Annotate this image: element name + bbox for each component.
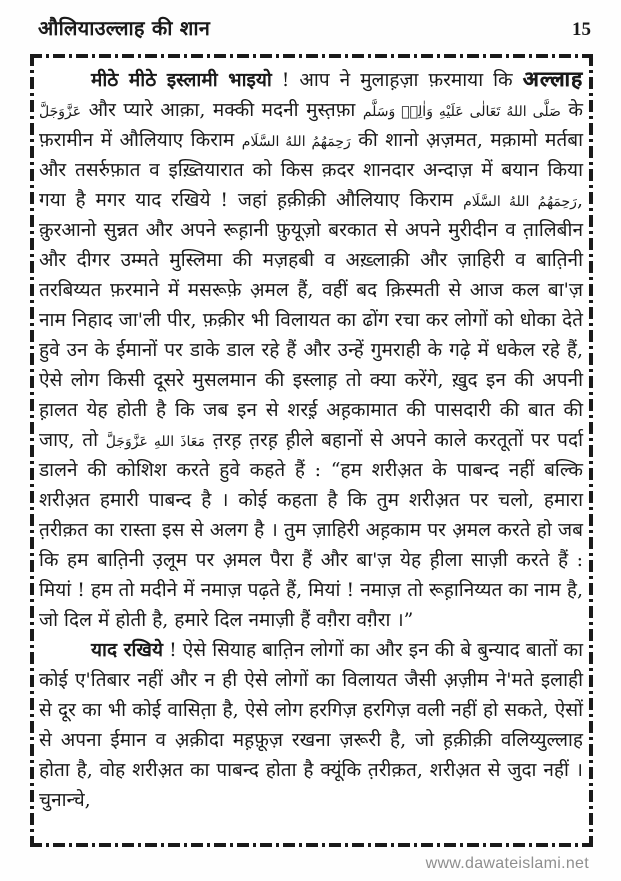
dashed-border-left (30, 54, 34, 847)
arabic-honorific-maazallah: مَعَاذَ اللهِ عَزَّوَجَلَّ (105, 434, 206, 450)
paragraph-2 (39, 635, 583, 815)
arabic-honorific-azzawajal: عَزَّوَجَلَّ (39, 104, 82, 120)
page-number: 15 (572, 19, 591, 40)
text-segment: और प्यारे आक़ा, मक्की मदनी मुस्त़फ़ा (81, 99, 363, 121)
dashed-border-bottom (30, 843, 593, 847)
text-frame (30, 54, 593, 847)
arabic-honorific-rahimahum: رَحِمَهُمُ اللهُ السَّلَام (241, 134, 351, 150)
dashed-border-top (30, 54, 593, 58)
running-title: औलियाउल्लाह की शान (38, 16, 211, 40)
page-header (38, 14, 591, 41)
text-segment: की शानो अ़ज़मत, मक़ामो मर्तबा और तसर्रुफ़ात व इख़्तियारात को किस क़दर शानदार अन्दाज़ में बयान किया गया है मगर याद रखिये ! जहां ह़क़ीक़ी औलियाए किराम (39, 129, 583, 211)
text-segment: ! आप ने मुलाह़ज़ा फ़रमाया कि (271, 69, 523, 91)
dashed-border-right (589, 54, 593, 847)
website-url: www.dawateislami.net (425, 855, 589, 872)
allah-calligraphy: अल्लाह (522, 66, 583, 91)
text-segment: त़रह़ त़रह़ ह़ीले बहानों से अपने काले करतूतों पर पर्दा डालने की कोशिश करते हुवे कहते हैं : “हम शरीअ़त के पाबन्द नहीं बल्कि शरीअ़त हमारी पाबन्द है । कोई कहता है कि तुम शरीअ़त पर चलो, हमारा त़रीक़त का रास्ता इस से अलग है । तुम ज़ाहिरी अह़काम पर अ़मल करते हो जब कि हम बात़िनी उ़लूम पर अ़मल पैरा हैं और बा'ज़ येह ह़ीला साज़ी करते हैं : मियां ! हम तो मदीने में नमाज़ पढ़ते हैं, मियां ! नमाज़ तो रूह़ानिय्यत का नाम है, जो दिल में होती है, हमारे दिल नमाज़ी हैं वग़ैरा वग़ैरा ।” (39, 429, 583, 631)
arabic-honorific-rahimahum: رَحِمَهُمُ اللهُ السَّلَام (463, 194, 577, 210)
bold-lead: याद रखिये (91, 639, 163, 661)
text-segment: , क़ुरआनो सुन्नत और अपने रूह़ानी फ़ुयूज़ो बरकात से अपने मुरीदीन व त़ालिबीन और दीगर उम्मते मुस्लिमा की मज़हबी व अख़्लाक़ी और ज़ाहिरी व बात़िनी तरबिय्यत फ़रमाने में मसरूफ़े अ़मल हैं, वहीं बद क़िस्मती से आज कल बा'ज़ नाम निहाद जा'ली पीर, फ़क़ीर भी विलायत का ढोंग रचा कर लोगों को धोका देते हुवे उन के ईमानों पर डाके डाल रहे हैं और उन्हें गुमराही के गढ़े में धकेल रहे हैं, ऐसे लोग किसी दूसरे मुसलमान की इस्लाह़ तो क्या करेंगे, ख़ुद इन की अपनी ह़ालत येह होती है कि जब इन से शरई़ अह़कामात की पासदारी की बात की जाए, तो (39, 189, 583, 451)
bold-lead: मीठे मीठे इस्लामी भाइयो (91, 69, 272, 91)
text-segment: के फ़रामीन में औलियाए किराम (39, 99, 583, 151)
text-segment: ! ऐसे सियाह बात़िन लोगों का और इन की बे बुन्याद बातों का कोई ए'तिबार नहीं और न ही ऐसे लोगों का विलायत जैसी अ़ज़ीम ने'मते इलाही से दूर का भी कोई वासित़ा है, ऐसे लोग हरगिज़ हरगिज़ वली नहीं हो सकते, ऐसों से अपना ईमान व अ़क़ीदा मह़फ़ूज़ रखना ज़रूरी है, जो ह़क़ीक़ी वलिय्युल्लाह होता है, वोह शरीअ़त का पाबन्द होता है क्यूंकि त़रीक़त, शरीअ़त से जुदा नहीं । चुनान्चे, (39, 639, 583, 811)
paragraph-1 (39, 64, 583, 635)
body-text (39, 64, 583, 815)
arabic-honorific-durood: صَلَّى اللهُ تَعَالٰى عَلَيْهِ وَاٰلِهٖ وَسَلَّم (362, 104, 561, 120)
